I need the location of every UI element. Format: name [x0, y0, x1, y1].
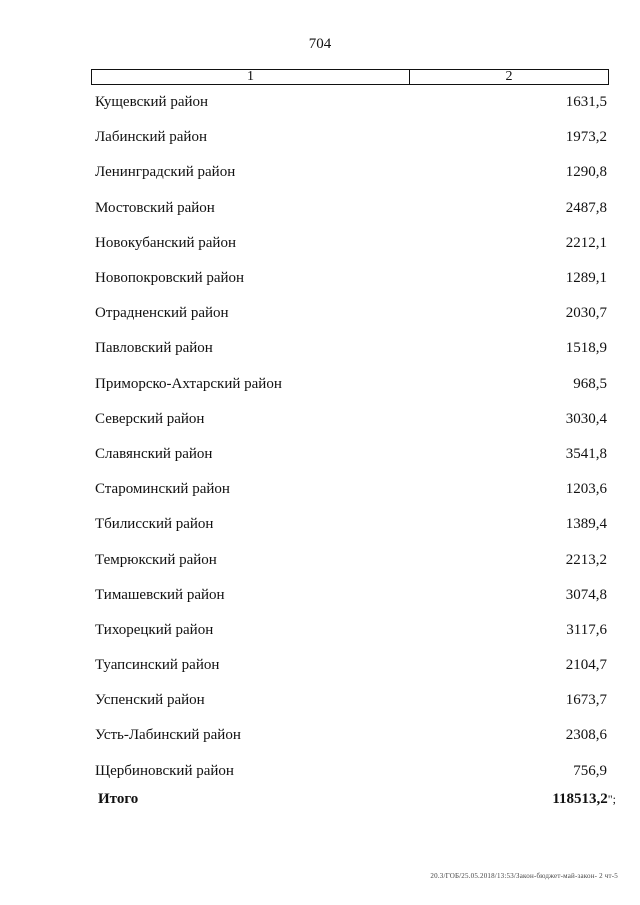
table-row: [95, 754, 607, 789]
district-value: 1518,9: [565, 340, 607, 357]
district-name: Темрюкский район: [95, 551, 217, 568]
district-value: 1973,2: [565, 129, 607, 146]
table-row: [95, 367, 607, 402]
district-name: Лабинский район: [95, 129, 207, 146]
table-row: [95, 437, 607, 472]
district-name: Щербиновский район: [95, 762, 234, 779]
district-value: 3030,4: [565, 410, 607, 427]
table-row: [95, 226, 607, 261]
table-row: [95, 85, 607, 120]
table-row: [95, 718, 607, 753]
table-row: [95, 507, 607, 542]
table-row: [95, 120, 607, 155]
district-name: Туапсинский район: [95, 657, 220, 674]
district-name: Новокубанский район: [95, 234, 236, 251]
table-row: [95, 472, 607, 507]
district-value: 2212,1: [565, 234, 607, 251]
district-value: 2030,7: [565, 305, 607, 322]
table-row: [95, 578, 607, 613]
district-value: 1673,7: [565, 692, 607, 709]
district-value: 1290,8: [565, 164, 607, 181]
district-name: Тбилисский район: [95, 516, 214, 533]
district-name: Отрадненский район: [95, 305, 229, 322]
district-name: Новопокровский район: [95, 270, 245, 287]
district-value: 3541,8: [565, 445, 607, 462]
total-suffix: ";: [607, 792, 616, 806]
table-row: [95, 542, 607, 577]
column-header-1: 1: [92, 70, 410, 84]
table-row: [95, 155, 607, 190]
table-row: [95, 683, 607, 718]
footer-file-stamp: 20.3/ГОБ/25.05.2018/13:53/Закон-бюджет-май-закон- 2 чт-5: [430, 872, 618, 880]
column-header-row: [91, 69, 609, 85]
district-value: 2104,7: [565, 657, 607, 674]
total-value: 118513,2: [552, 791, 608, 807]
table-row: [95, 331, 607, 366]
district-value: 968,5: [573, 375, 607, 392]
table-row: [95, 648, 607, 683]
district-value: 2213,2: [565, 551, 607, 568]
district-name: Тихорецкий район: [95, 621, 214, 638]
district-value: 2308,6: [565, 727, 607, 744]
district-name: Павловский район: [95, 340, 213, 357]
district-name: Ленинградский район: [95, 164, 236, 181]
district-value: 1203,6: [565, 481, 607, 498]
table-row: [95, 402, 607, 437]
district-value: 1289,1: [565, 270, 607, 287]
district-name: Мостовский район: [95, 199, 215, 216]
district-name: Усть-Лабинский район: [95, 727, 241, 744]
district-name: Северский район: [95, 410, 205, 427]
district-name: Успенский район: [95, 692, 205, 709]
district-value: 756,9: [573, 762, 607, 779]
district-value: 1389,4: [565, 516, 607, 533]
district-name: Приморско-Ахтарский район: [95, 375, 282, 392]
district-name: Кущевский район: [95, 94, 209, 111]
district-name: Славянский район: [95, 445, 213, 462]
district-value: 2487,8: [565, 199, 607, 216]
district-name: Староминский район: [95, 481, 230, 498]
table-row: [95, 191, 607, 226]
district-value: 1631,5: [565, 94, 607, 111]
column-header-2: 2: [505, 69, 513, 84]
district-value: 3074,8: [565, 586, 607, 603]
page-number: 704: [308, 36, 332, 52]
table-row: [95, 613, 607, 648]
table-row: [95, 296, 607, 331]
district-table-body: [95, 85, 607, 789]
total-value-group: [552, 791, 616, 808]
total-label: Итого: [98, 791, 139, 807]
district-name: Тимашевский район: [95, 586, 225, 603]
total-row: [98, 791, 616, 808]
district-value: 3117,6: [566, 621, 607, 638]
table-row: [95, 261, 607, 296]
